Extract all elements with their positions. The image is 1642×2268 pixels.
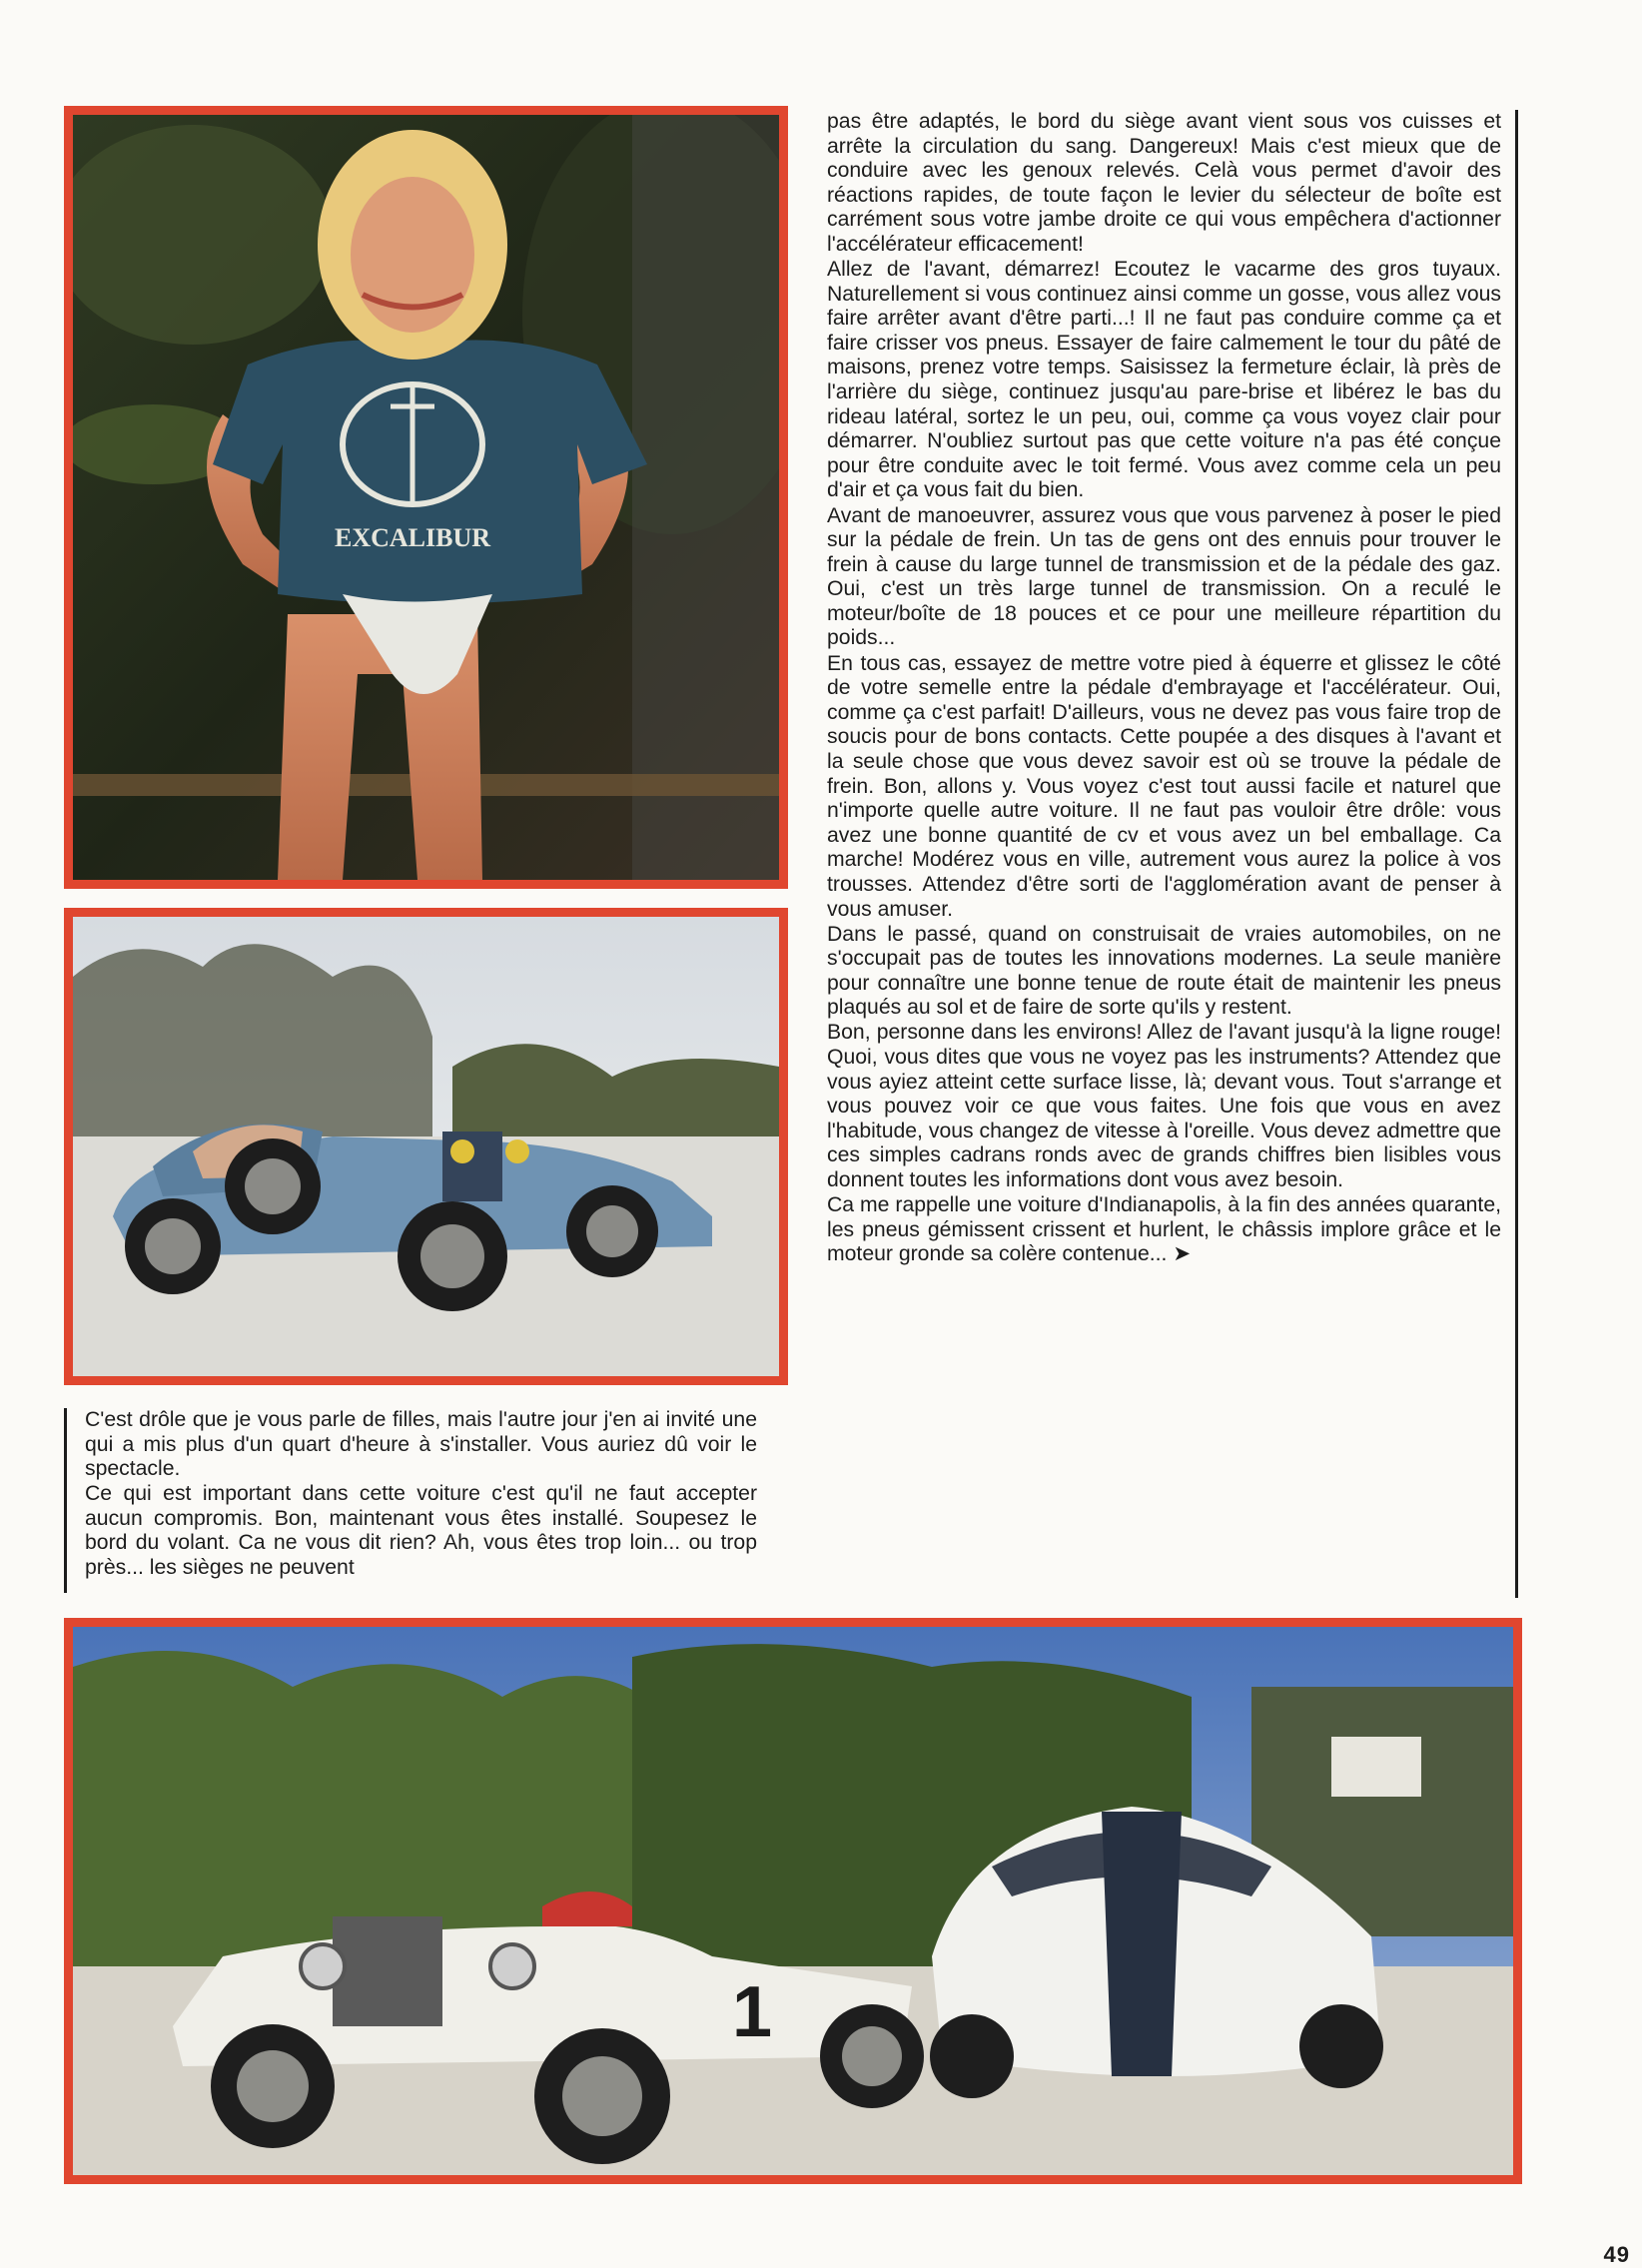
woman-photo-illustration [73, 115, 779, 880]
blue-roadster-illustration [73, 917, 779, 1376]
race-number: 1 [732, 1972, 773, 2052]
article-left-column [64, 1408, 757, 1593]
continue-arrow-icon: ➤ [1173, 1242, 1192, 1266]
paragraph-last [827, 1193, 1501, 1267]
paragraph: pas être adaptés, le bord du siège avant vient sous vos cuisses et arrête la circulation du sang. Dangereux! Mais c'est mieux que de conduire avec les genoux relevés. Celà vous permet d'avoir des réactions rapides, de toute façon le levier du sélecteur de boîte est carrément sous votre jambe droite ce qui vous empêchera d'actionner l'accélérateur efficacement! [827, 110, 1501, 256]
photo-two-white-cars [64, 1618, 1522, 2184]
paragraph: C'est drôle que je vous parle de filles, mais l'autre jour j'en ai invité une qui a mis plus d'un quart d'heure à s'installer. Vous auriez dû voir le spectacle. [85, 1408, 757, 1481]
paragraph: En tous cas, essayez de mettre votre pied à équerre et glissez le côté de votre semelle entre la pédale d'embrayage et l'accélérateur. Oui, comme ça c'est parfait! D'ailleurs, vous ne devez pas vous faire trop de soucis pour de bons contacts. Cette poupée a des disques à l'avant et la seule chose que vous devez savoir est où se trouve la pédale de frein. Bon, allons y. Vous voyez c'est tout aussi facile et naturel que n'importe quelle autre voiture. Il ne faut pas vouloir être drôle: vous avez une bonne quantité de cv et vous avez un bel emballage. Ca marche! Modérez vous en ville, autrement vous aurez la police à vos trousses. Attendez d'être sorti de l'agglomération avant de penser à vous amuser. [827, 651, 1501, 921]
paragraph: Allez de l'avant, démarrez! Ecoutez le vacarme des gros tuyaux. Naturellement si vous continuez ainsi comme un gosse, vous allez vous faire arrêter avant d'être parti...! Il ne faut pas conduire comme ça et faire crisser vos pneus. Essayer de faire calmement le tour du pâté de maisons, prenez votre temps. Saisissez la fermeture éclair, là près de l'arrière du siège, continuez jusqu'au pare-brise et libérez le bas du rideau latéral, sortez le un peu, oui, comme ça vous voyez clair pour démarrer. N'oubliez surtout pas que cette voiture n'a pas été conçue pour être conduite avec le toit fermé. Vous avez comme cela un peu d'air et ça vous fait du bien. [827, 258, 1501, 502]
tshirt-logo-text: EXCALIBUR [334, 523, 491, 552]
two-cars-illustration [73, 1627, 1513, 2175]
photo-woman-excalibur-tshirt [64, 106, 788, 889]
paragraph: Dans le passé, quand on construisait de vraies automobiles, on ne s'occupait pas de toutes les innovations modernes. La seule manière pour connaître une bonne tenue de route était de maintenir les pneus plaqués au sol et de faire de sorte qu'ils y restent. [827, 922, 1501, 1020]
paragraph: Bon, personne dans les environs! Allez de l'avant jusqu'à la ligne rouge! Quoi, vous dites que vous ne voyez pas les instruments? Attendez que vous ayiez atteint cette surface lisse, là; devant vous. Tout s'arrange et vous pouvez voir ce que vous faites. Une fois que vous en avez l'habitude, vous changez de vitesse à l'oreille. Vous devez admettre que ces simples cadrans ronds avec de grands chiffres bien lisibles vous donnent toutes les informations dont vous avez besoin. [827, 1021, 1501, 1192]
paragraph-text: Ca me rappelle une voiture d'Indianapolis, à la fin des années quarante, les pneus gémissent crissent et hurlent, le châssis implore grâce et le moteur gronde sa colère contenue... [827, 1193, 1501, 1266]
page-number: 49 [1603, 2242, 1630, 2267]
paragraph: Avant de manoeuvrer, assurez vous que vous parvenez à poser le pied sur la pédale de frein. Un tas de gens ont des ennuis pour trouver le frein à cause du large tunnel de transmission et de la pédale des gaz. Oui, c'est un très large tunnel de transmission. On a reculé le moteur/boîte de 18 pouces et ce pour une meilleure répartition du poids... [827, 503, 1501, 650]
photo-blue-roadster [64, 908, 788, 1385]
article-right-column [827, 110, 1518, 1598]
paragraph: Ce qui est important dans cette voiture c'est qu'il ne faut accepter aucun compromis. Bon, maintenant vous êtes installé. Soupesez le bord du volant. Ca ne vous dit rien? Ah, vous êtes trop loin... ou trop près... les sièges ne peuvent [85, 1482, 757, 1580]
